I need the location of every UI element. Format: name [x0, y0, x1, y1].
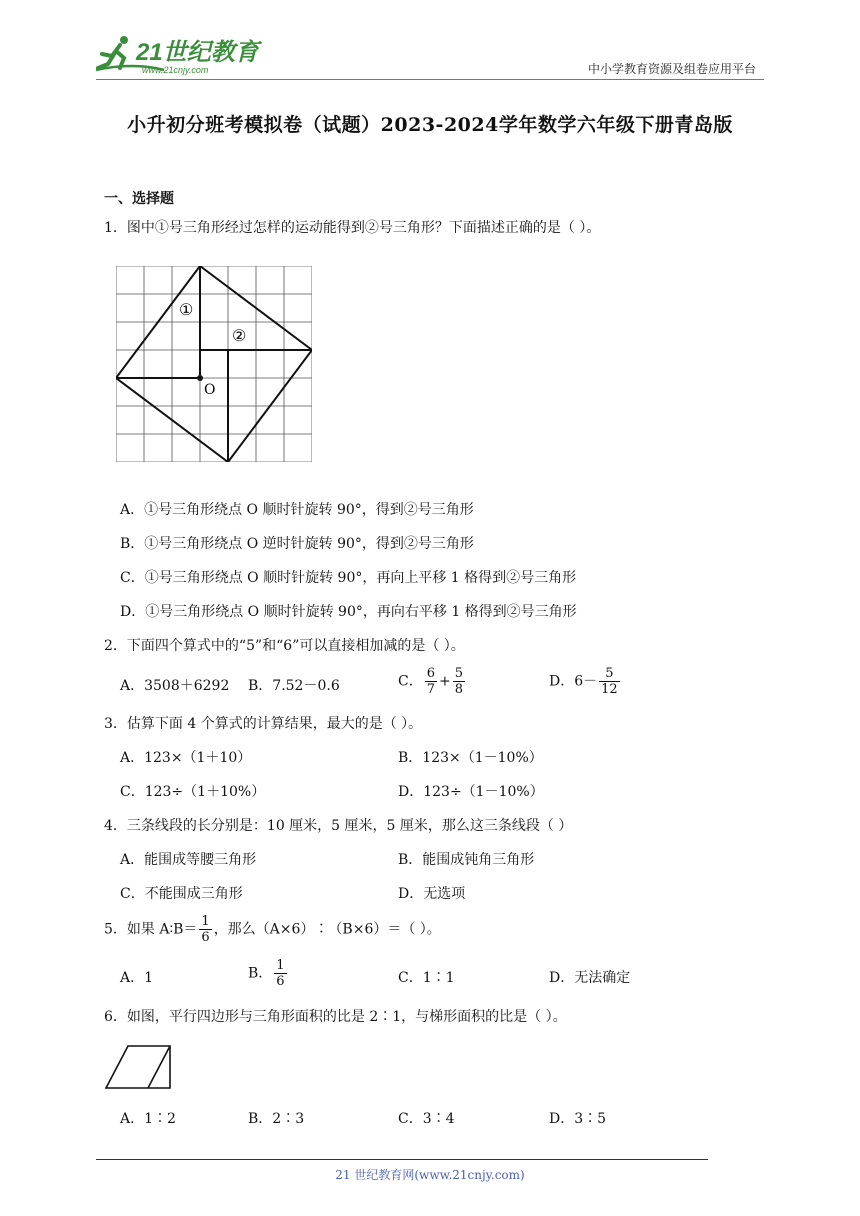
q1-option-c[interactable]: C．①号三角形绕点 O 顺时针旋转 90°，再向上平移 1 格得到②号三角形: [120, 570, 577, 586]
q6-stem: 6．如图，平行四边形与三角形面积的比是 2∶1，与梯形面积的比是（ ）。: [104, 1009, 567, 1025]
q5-stem-suffix: ，那么（A×6）∶（B×6）＝（ ）。: [213, 921, 441, 938]
fraction: $\frac{1}{6}$: [201, 914, 210, 945]
q2-option-d[interactable]: [549, 666, 622, 697]
fraction: $\frac{6}{7}$: [426, 666, 435, 697]
q5-option-d[interactable]: D．无法确定: [549, 970, 631, 986]
label-point-o: O: [204, 382, 216, 398]
q1-option-b[interactable]: B．①号三角形绕点 O 逆时针旋转 90°，得到②号三角形: [120, 536, 474, 552]
q4-option-a[interactable]: A．能围成等腰三角形: [120, 852, 257, 868]
label-triangle-1: ①: [179, 300, 194, 319]
q2-stem: 2．下面四个算式中的“5”和“6”可以直接相加减的是（ ）。: [104, 638, 465, 654]
logo-text: 21世纪教育: [136, 39, 259, 66]
q2-option-d-prefix: D．6－: [549, 673, 598, 690]
q1-grid-figure: [116, 266, 312, 462]
figure-shapes: [116, 266, 312, 462]
q2-option-c[interactable]: [398, 666, 467, 697]
outer-square: [116, 266, 312, 462]
q6-option-c[interactable]: C．3∶4: [398, 1111, 455, 1127]
q4-option-d[interactable]: D．无选项: [398, 886, 466, 902]
site-logo: [94, 34, 264, 76]
q1-option-d[interactable]: D．①号三角形绕点 O 顺时针旋转 90°，再向右平移 1 格得到②号三角形: [120, 604, 577, 620]
q3-option-b[interactable]: B．123×（1－10%）: [398, 750, 543, 766]
fraction: $\frac{5}{12}$: [601, 666, 618, 697]
logo-url: www.21cnjy.com: [142, 65, 209, 75]
q3-option-d[interactable]: D．123÷（1－10%）: [398, 784, 544, 800]
trapezoid-outline: [106, 1046, 170, 1088]
fraction: $\frac{1}{6}$: [276, 958, 285, 989]
dividing-line: [148, 1046, 170, 1088]
q5-stem: [104, 914, 441, 945]
label-triangle-2: ②: [232, 326, 247, 345]
q5-option-b[interactable]: [248, 958, 289, 989]
q1-option-a[interactable]: A．①号三角形绕点 O 顺时针旋转 90°，得到②号三角形: [120, 502, 474, 518]
q5-stem-prefix: 5．如果 A∶B＝: [104, 921, 198, 938]
header-platform-text: 中小学教育资源及组卷应用平台: [587, 62, 756, 76]
footer-divider: [96, 1159, 708, 1160]
page-title: 小升初分班考模拟卷（试题）2023-2024学年数学六年级下册青岛版: [127, 114, 733, 136]
q1-stem: 1．图中①号三角形经过怎样的运动能得到②号三角形？下面描述正确的是（ ）。: [104, 220, 601, 236]
grid-lines: [116, 266, 312, 462]
q2-option-a[interactable]: A．3508＋6292: [120, 678, 230, 694]
q3-option-c[interactable]: C．123÷（1＋10%）: [120, 784, 266, 800]
q5-option-b-prefix: B．: [248, 965, 273, 982]
q5-option-c[interactable]: C．1∶1: [398, 970, 455, 986]
q4-stem: 4．三条线段的长分别是：10 厘米，5 厘米，5 厘米，那么这三条线段（ ）: [104, 818, 573, 834]
fraction: $\frac{5}{8}$: [454, 666, 464, 697]
header-divider: [96, 79, 764, 80]
q2-option-c-prefix: C．: [398, 673, 423, 690]
point-o-dot: [197, 375, 203, 381]
q3-stem: 3．估算下面 4 个算式的计算结果，最大的是（ ）。: [104, 716, 423, 732]
q4-option-b[interactable]: B．能围成钝角三角形: [398, 852, 535, 868]
q6-option-d[interactable]: D．3∶5: [549, 1111, 607, 1127]
plus-operator: +: [439, 673, 451, 690]
footer-text[interactable]: 21 世纪教育网(www.21cnjy.com): [335, 1168, 525, 1182]
q6-trapezoid-figure: [104, 1044, 174, 1090]
q4-option-c[interactable]: C．不能围成三角形: [120, 886, 243, 902]
q2-option-b[interactable]: B．7.52－0.6: [248, 678, 340, 694]
q5-option-a[interactable]: A．1: [120, 970, 154, 986]
q6-option-a[interactable]: A．1∶2: [120, 1111, 176, 1127]
q6-option-b[interactable]: B．2∶3: [248, 1111, 305, 1127]
section-heading: 一、选择题: [104, 191, 174, 207]
q3-option-a[interactable]: A．123×（1＋10）: [120, 750, 252, 766]
